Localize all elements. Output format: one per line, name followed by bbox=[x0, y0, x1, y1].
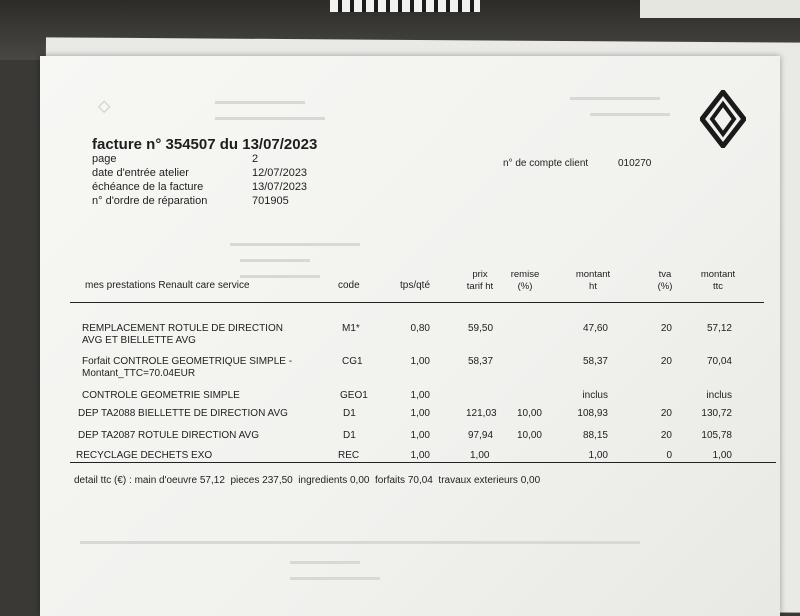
summary-label: detail ttc (€) : main d'oeuvre bbox=[74, 475, 198, 486]
header-amount-ht bbox=[565, 269, 621, 293]
row-2-qty: 1,00 bbox=[410, 356, 430, 367]
row-5-desc: DEP TA2087 ROTULE DIRECTION AVG bbox=[78, 430, 259, 441]
summary-ingredients: 0,00 bbox=[350, 475, 370, 486]
show-through-text: ▬▬▬▬▬▬▬ bbox=[290, 556, 360, 567]
show-through-text: ▬▬▬▬▬▬▬▬▬ bbox=[570, 92, 660, 103]
header-vat-line2: (%) bbox=[657, 281, 673, 292]
show-through-text: ▬▬▬▬▬▬▬▬ bbox=[240, 270, 320, 281]
invoice-page bbox=[40, 56, 780, 616]
row-1-vat: 20 bbox=[660, 323, 672, 334]
meta-value-entry-date: 12/07/2023 bbox=[252, 167, 308, 179]
client-account-value: 010270 bbox=[618, 158, 652, 169]
row-1-desc bbox=[82, 323, 283, 347]
show-through-text: ▬▬▬▬▬▬▬▬▬ bbox=[215, 96, 305, 107]
row-1-desc-line1: REMPLACEMENT ROTULE DE DIRECTION bbox=[82, 323, 283, 334]
row-6-price: 1,00 bbox=[470, 450, 490, 461]
row-6-qty: 1,00 bbox=[410, 450, 430, 461]
header-discount-line2: (%) bbox=[517, 281, 533, 292]
meta-label-page: page bbox=[92, 153, 117, 165]
row-4-qty: 1,00 bbox=[410, 408, 430, 419]
row-1-qty: 0,80 bbox=[410, 323, 430, 334]
row-3-amount-ttc: inclus bbox=[706, 390, 732, 401]
paper-edge bbox=[640, 0, 800, 18]
invoice-title: facture n° 354507 du 13/07/2023 bbox=[92, 136, 318, 153]
summary-forfaits-label: forfaits bbox=[375, 475, 406, 486]
row-6-code: REC bbox=[338, 450, 360, 461]
row-3-code: GEO1 bbox=[340, 390, 368, 401]
header-vat-line1: tva bbox=[658, 269, 672, 280]
header-amount-ttc bbox=[690, 269, 746, 293]
row-5-vat: 20 bbox=[660, 430, 672, 441]
header-vat bbox=[650, 269, 680, 293]
header-amount-ht-line2: ht bbox=[589, 281, 597, 292]
show-through-text: ▬▬▬▬▬▬▬▬▬▬▬▬▬▬▬▬▬▬▬▬▬▬▬▬▬▬▬▬▬▬▬▬▬▬▬▬▬▬▬▬▬▬▬▬▬▬▬▬▬▬▬▬▬▬▬▬ bbox=[80, 536, 640, 547]
header-qty: tps/qté bbox=[400, 280, 431, 291]
row-4-vat: 20 bbox=[660, 408, 672, 419]
row-1-price: 59,50 bbox=[468, 323, 494, 334]
header-price-line1: prix bbox=[472, 269, 488, 280]
row-1-amount-ht: 47,60 bbox=[582, 323, 608, 334]
summary-forfaits: 70,04 bbox=[407, 475, 433, 486]
row-3-amount-ht: inclus bbox=[582, 390, 608, 401]
row-3-qty: 1,00 bbox=[410, 390, 430, 401]
summary-travaux: 0,00 bbox=[520, 475, 541, 486]
row-4-price: 121,03 bbox=[466, 408, 497, 419]
summary-travaux-label: travaux exterieurs bbox=[438, 475, 518, 486]
row-4-discount: 10,00 bbox=[516, 408, 542, 419]
row-4-code: D1 bbox=[343, 408, 356, 419]
show-through-text: ▬▬▬▬▬▬▬ bbox=[240, 254, 310, 265]
row-2-amount-ht: 58,37 bbox=[582, 356, 608, 367]
row-3-desc: CONTROLE GEOMETRIE SIMPLE bbox=[82, 390, 240, 401]
renault-logo-icon bbox=[700, 90, 746, 148]
row-5-discount: 10,00 bbox=[516, 430, 542, 441]
header-rule bbox=[70, 302, 764, 303]
row-5-price: 97,94 bbox=[468, 430, 494, 441]
meta-label-due-date: échéance de la facture bbox=[92, 181, 204, 193]
header-code: code bbox=[338, 280, 360, 291]
header-service: mes prestations Renault care service bbox=[85, 280, 250, 291]
summary-line bbox=[74, 475, 540, 486]
header-discount bbox=[505, 269, 545, 293]
meta-value-page: 2 bbox=[252, 153, 259, 165]
show-through-text: ▬▬▬▬▬▬▬▬▬▬▬ bbox=[215, 112, 325, 123]
row-2-code: CG1 bbox=[342, 356, 363, 367]
header-amount-ttc-line2: ttc bbox=[712, 281, 724, 292]
header-amount-ttc-line1: montant bbox=[700, 269, 736, 280]
summary-pieces-label: pieces bbox=[230, 475, 260, 486]
row-4-amount-ht: 108,93 bbox=[577, 408, 608, 419]
row-5-amount-ht: 88,15 bbox=[582, 430, 608, 441]
row-1-desc-line2: AVG ET BIELLETTE AVG bbox=[82, 335, 196, 346]
row-6-amount-ttc: 1,00 bbox=[712, 450, 732, 461]
row-5-code: D1 bbox=[343, 430, 356, 441]
row-2-desc bbox=[82, 356, 292, 380]
row-2-price: 58,37 bbox=[468, 356, 494, 367]
row-6-amount-ht: 1,00 bbox=[588, 450, 608, 461]
show-through-text: ▬▬▬▬▬▬▬▬ bbox=[590, 108, 670, 119]
row-1-amount-ttc: 57,12 bbox=[706, 323, 732, 334]
meta-label-repair-order: n° d'ordre de réparation bbox=[92, 195, 208, 207]
header-price-line2: tarif ht bbox=[466, 281, 494, 292]
header-discount-line1: remise bbox=[510, 269, 540, 280]
row-4-amount-ttc: 130,72 bbox=[701, 408, 732, 419]
summary-main-oeuvre: 57,12 bbox=[199, 475, 225, 486]
header-price bbox=[455, 269, 505, 293]
header-amount-ht-line1: montant bbox=[575, 269, 611, 280]
row-2-vat: 20 bbox=[660, 356, 672, 367]
meta-value-due-date: 13/07/2023 bbox=[252, 181, 308, 193]
show-through-text: ◇ bbox=[98, 98, 111, 115]
show-through-text: ▬▬▬▬▬▬▬▬▬▬▬▬▬ bbox=[230, 238, 360, 249]
row-6-vat: 0 bbox=[666, 450, 672, 461]
row-4-desc: DEP TA2088 BIELLETTE DE DIRECTION AVG bbox=[78, 408, 288, 419]
show-through-text: ▬▬▬▬▬▬▬▬▬ bbox=[290, 572, 380, 583]
table-bottom-rule bbox=[70, 462, 776, 463]
summary-ingredients-label: ingredients bbox=[298, 475, 348, 486]
row-2-desc-line2: Montant_TTC=70.04EUR bbox=[82, 368, 196, 379]
row-1-code: M1* bbox=[342, 323, 360, 334]
row-2-amount-ttc: 70,04 bbox=[706, 356, 732, 367]
row-6-desc: RECYCLAGE DECHETS EXO bbox=[76, 450, 213, 461]
ruler bbox=[330, 0, 480, 12]
summary-pieces: 237,50 bbox=[262, 475, 293, 486]
meta-value-repair-order: 701905 bbox=[252, 195, 289, 207]
row-2-desc-line1: Forfait CONTROLE GEOMETRIQUE SIMPLE - bbox=[82, 356, 293, 367]
row-5-amount-ttc: 105,78 bbox=[701, 430, 732, 441]
row-5-qty: 1,00 bbox=[410, 430, 430, 441]
meta-label-entry-date: date d'entrée atelier bbox=[92, 167, 189, 179]
client-account-label: n° de compte client bbox=[503, 158, 589, 169]
